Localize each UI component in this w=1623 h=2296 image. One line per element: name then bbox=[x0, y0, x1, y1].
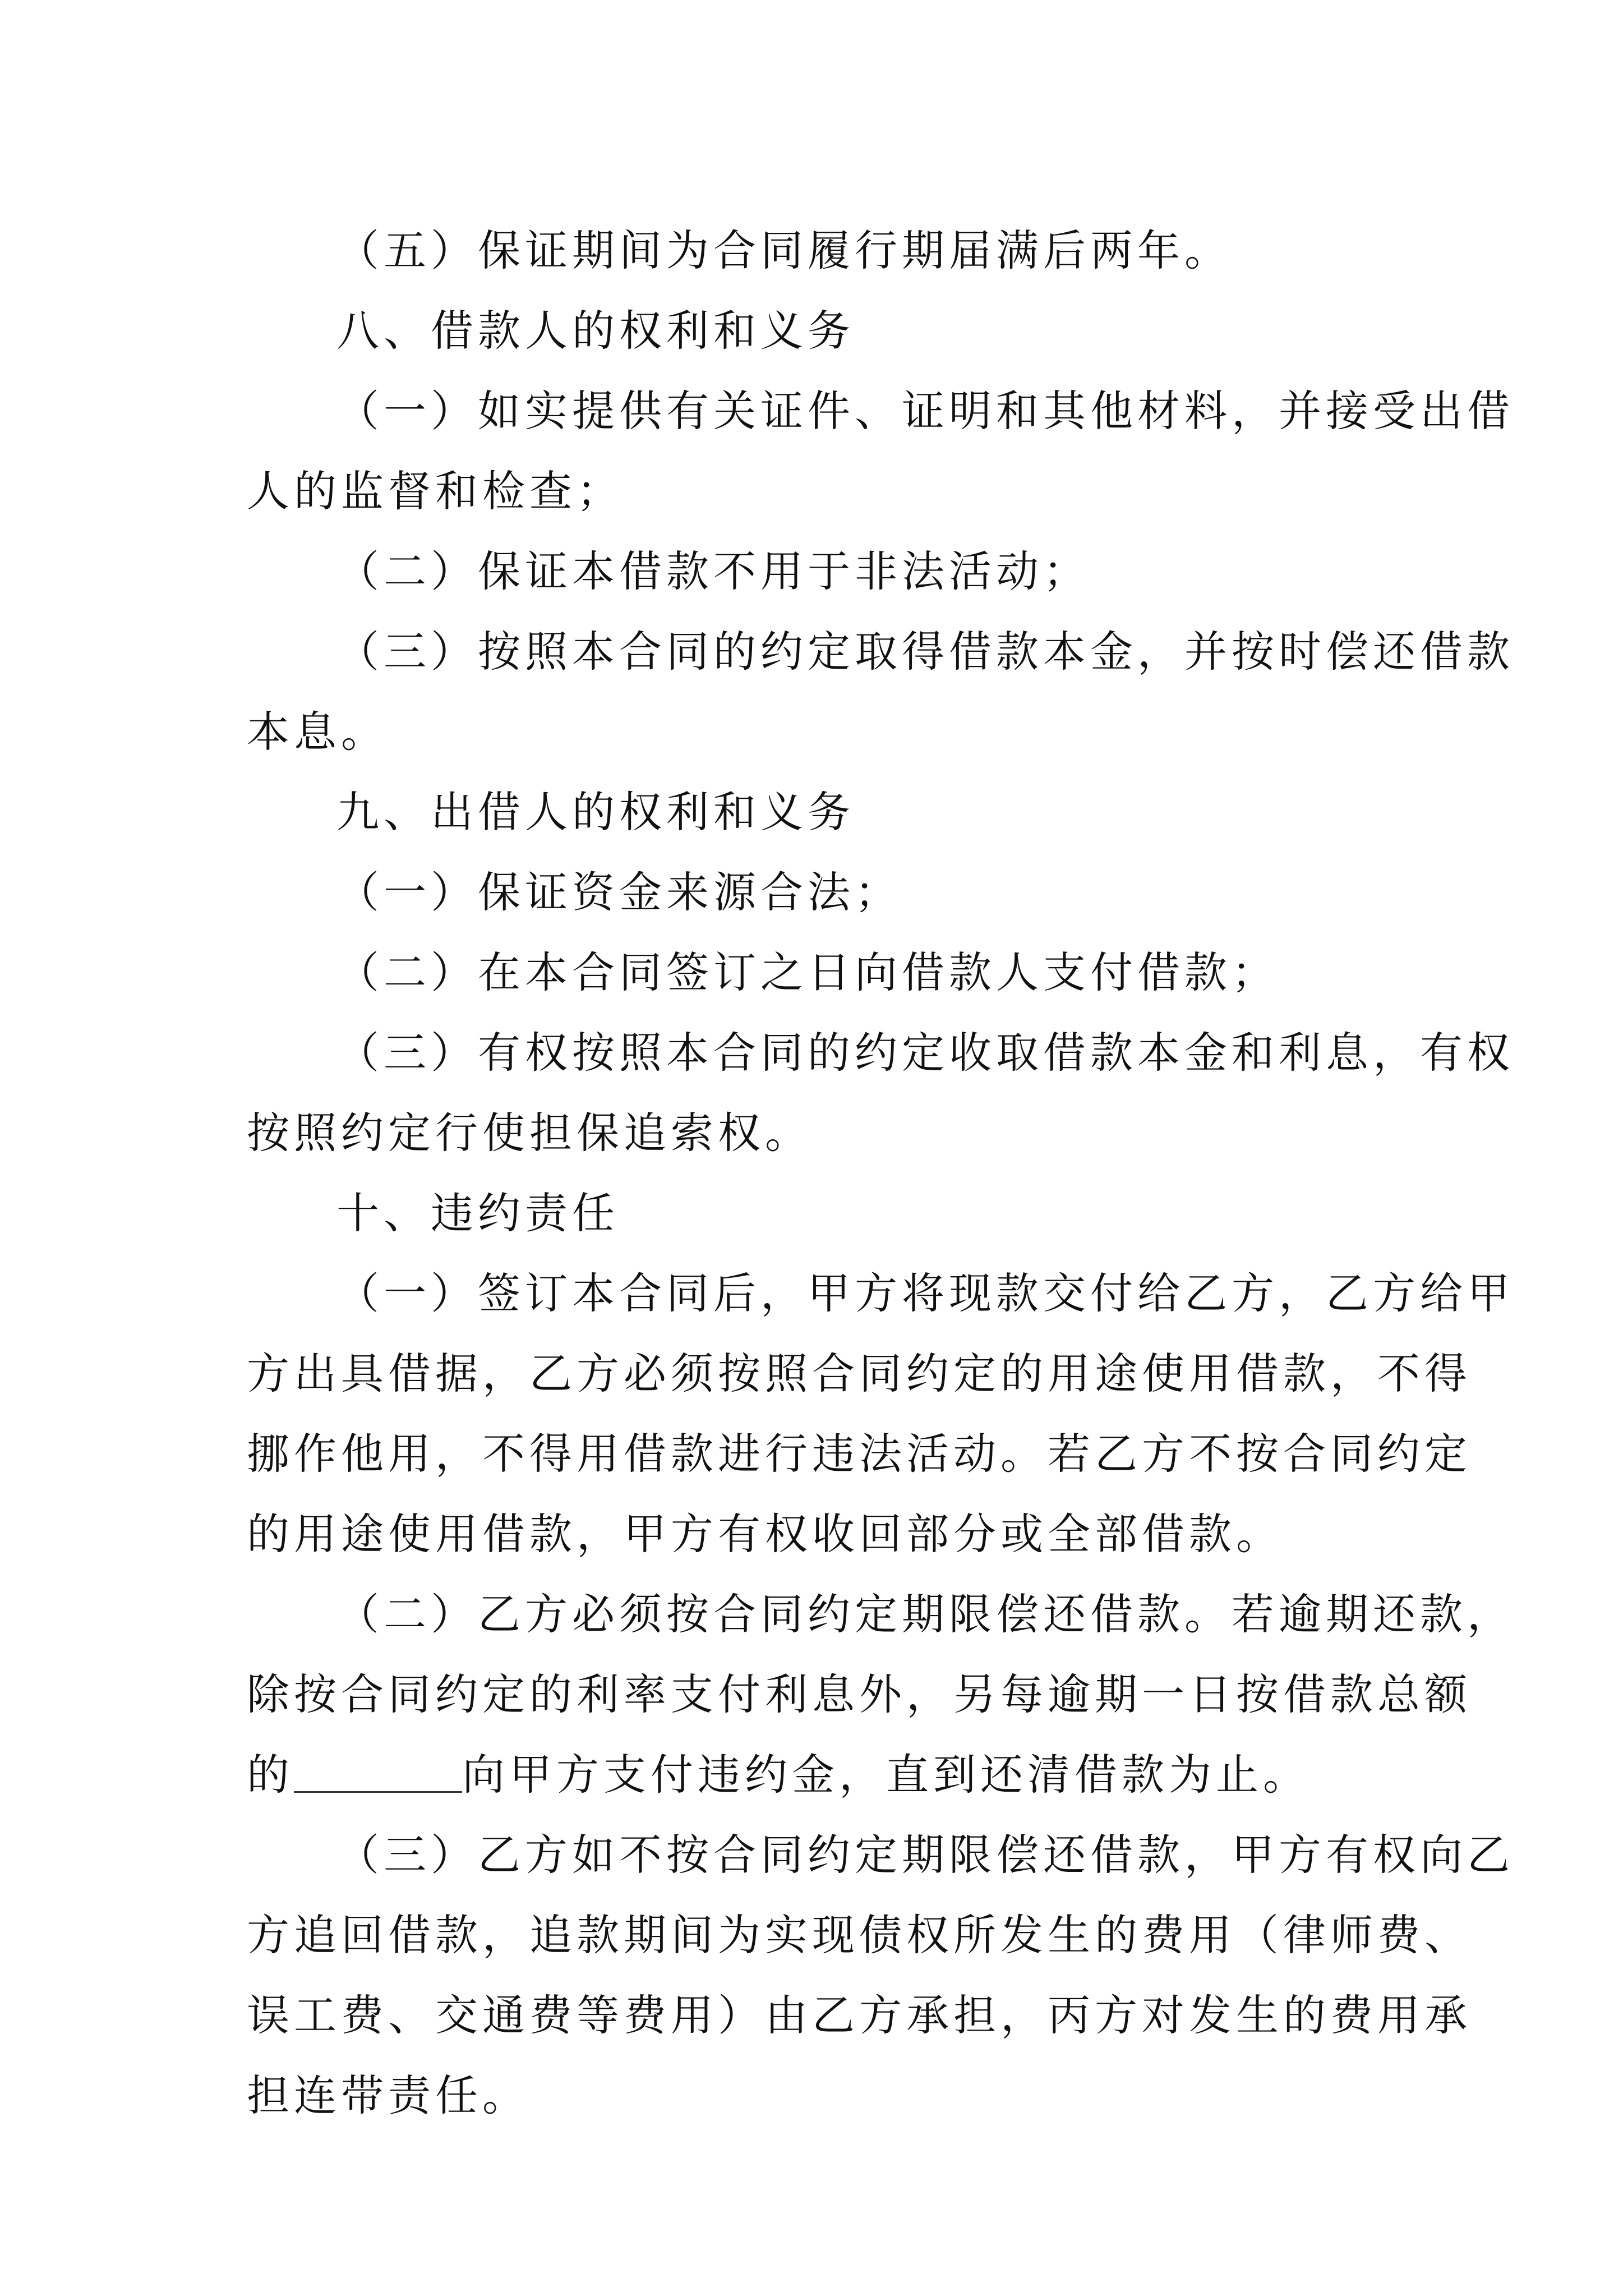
section-heading: 十、违约责任 bbox=[336, 1188, 619, 1238]
text-segment: 的 bbox=[247, 1750, 294, 1800]
text-line: 担连带责任。 bbox=[247, 2070, 529, 2120]
text-line: 挪作他用，不得用借款进行违法活动。若乙方不按合同约定 bbox=[247, 1429, 1472, 1479]
text-line: （二）保证本借款不用于非法活动； bbox=[336, 546, 1090, 596]
text-line: （三）有权按照本合同的约定收取借款本金和利息，有权 bbox=[336, 1028, 1514, 1078]
text-line: （二）在本合同签订之日向借款人支付借款； bbox=[336, 947, 1279, 997]
text-line: 误工费、交通费等费用）由乙方承担，丙方对发生的费用承 bbox=[247, 1990, 1472, 2040]
text-line: 人的监督和检查； bbox=[247, 466, 624, 516]
text-line: （三）按照本合同的约定取得借款本金，并按时偿还借款 bbox=[336, 627, 1514, 677]
text-segment: 向甲方支付违约金，直到还清借款为止。 bbox=[462, 1750, 1310, 1800]
text-line: （一）签订本合同后，甲方将现款交付给乙方，乙方给甲 bbox=[336, 1268, 1514, 1318]
section-heading: 九、出借人的权利和义务 bbox=[336, 787, 855, 837]
text-line: 方出具借据，乙方必须按照合同约定的用途使用借款，不得 bbox=[247, 1349, 1472, 1398]
section-heading: 八、借款人的权利和义务 bbox=[336, 306, 855, 356]
text-line: （五）保证期间为合同履行期届满后两年。 bbox=[336, 226, 1232, 275]
text-line: （三）乙方如不按合同约定期限偿还借款，甲方有权向乙 bbox=[336, 1830, 1514, 1880]
text-line: 的用途使用借款，甲方有权收回部分或全部借款。 bbox=[247, 1509, 1283, 1559]
text-line: 本息。 bbox=[247, 707, 388, 757]
document-body bbox=[247, 210, 1514, 2136]
text-line-with-blank bbox=[247, 1734, 1391, 1815]
text-line: （一）如实提供有关证件、证明和其他材料，并接受出借 bbox=[336, 386, 1514, 436]
text-line: （二）乙方必须按合同约定期限偿还借款。若逾期还款， bbox=[336, 1589, 1514, 1639]
text-line: 除按合同约定的利率支付利息外，另每逾期一日按借款总额 bbox=[247, 1669, 1472, 1719]
text-line: 按照约定行使担保追索权。 bbox=[247, 1108, 812, 1158]
text-line: （一）保证资金来源合法； bbox=[336, 867, 902, 917]
fill-in-blank bbox=[294, 1757, 462, 1793]
text-line: 方追回借款，追款期间为实现债权所发生的费用（律师费、 bbox=[247, 1910, 1472, 1960]
